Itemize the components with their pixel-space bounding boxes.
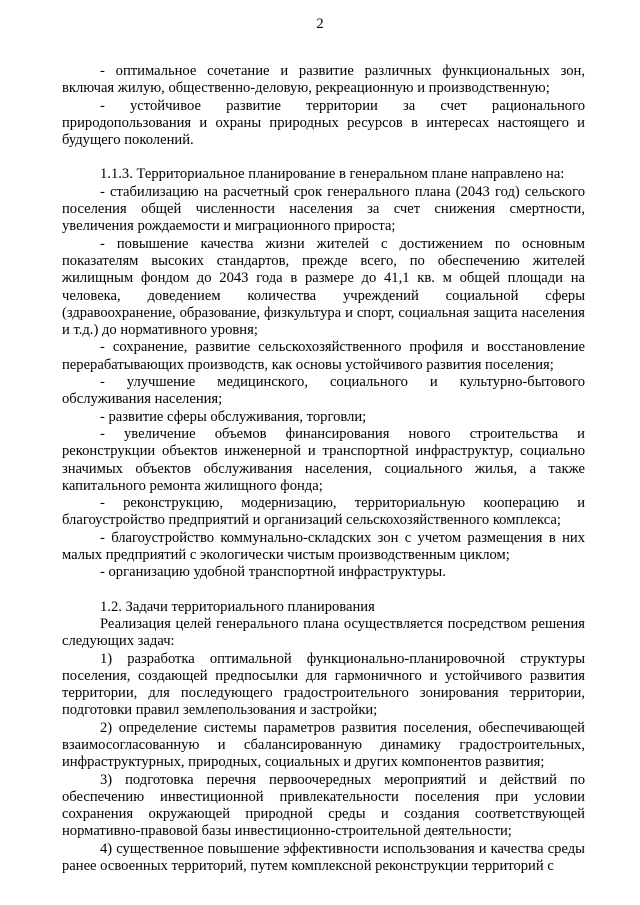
paragraph: 2) определение системы параметров развития поселения, обеспечивающей взаимосогласованную и сбалансированную динамику градостроительных, инфраструктурных, природных, социальных и других компонентов развития;: [62, 719, 585, 771]
paragraph: - увеличение объемов финансирования нового строительства и реконструкции объектов инженерной и транспортной инфраструктур, социально значимых объектов обслуживания населения, социального жилья, а также капитального ремонта жилищного фонда;: [62, 425, 585, 494]
paragraph: - сохранение, развитие сельскохозяйственного профиля и восстановление перерабатывающих производств, как основы устойчивого развития поселения;: [62, 339, 585, 373]
paragraph: 1.1.3. Территориальное планирование в генеральном плане направлено на:: [100, 166, 565, 183]
paragraph: Реализация целей генерального плана осуществляется посредством решения следующих задач:: [62, 615, 585, 650]
paragraph: - благоустройство коммунально-складских зон с учетом размещения в них малых предприятий с экологически чистым производственным циклом;: [62, 529, 585, 564]
paragraph: 3) подготовка перечня первоочередных мероприятий и действий по обеспечению инвестиционной привлекательности поселения при условии сохранения окружающей природной среды и создания соответствующей нормативно-правовой базы инвестиционно-строительной деятельности;: [62, 771, 585, 840]
paragraph: - развитие сферы обслуживания, торговли;: [100, 408, 367, 425]
paragraph: 1.2. Задачи территориального планирования: [100, 598, 375, 615]
document-body: [62, 63, 585, 875]
paragraph: 4) существенное повышение эффективности использования и качества среды ранее освоенных территорий, путем комплексной реконструкции территорий с: [62, 840, 585, 875]
paragraph: - повышение качества жизни жителей с достижением по основным показателям высоких стандартов, прежде всего, по обеспечению жителей жилищным фондом до 2043 года в размере до 41,1 кв. м общей площади на человека, доведением количества учреждений социальной сферы (здравоохранение, образование, физкультура и спорт, социальная защита населения и т.д.) до нормативного уровня;: [62, 235, 585, 339]
paragraph: - реконструкцию, модернизацию, территориальную кооперацию и благоустройство предприятий и организаций сельскохозяйственного комплекса;: [62, 495, 585, 529]
paragraph: - стабилизацию на расчетный срок генерального плана (2043 год) сельского поселения общей численности населения за счет снижения смертности, увеличения рождаемости и миграционного прироста;: [62, 183, 585, 235]
paragraph: 1) разработка оптимальной функционально-планировочной структуры поселения, создающей предпосылки для гармоничного и устойчивого развития территории, для последующего градостроительного зонирования территории, подготовки правил землепользования и застройки;: [62, 650, 585, 719]
paragraph: - организацию удобной транспортной инфраструктуры.: [100, 564, 446, 581]
page-number: 2: [316, 16, 324, 32]
paragraph-gap: [62, 149, 585, 166]
paragraph: - устойчивое развитие территории за счет рационального природопользования и охраны природных ресурсов в интересах настоящего и будущего поколений.: [62, 97, 585, 149]
paragraph: - оптимальное сочетание и развитие различных функциональных зон, включая жилую, общественно-деловую, рекреационную и производственную;: [62, 63, 585, 97]
paragraph: - улучшение медицинского, социального и культурно-бытового обслуживания населения;: [62, 374, 585, 408]
paragraph-gap: [62, 582, 585, 599]
